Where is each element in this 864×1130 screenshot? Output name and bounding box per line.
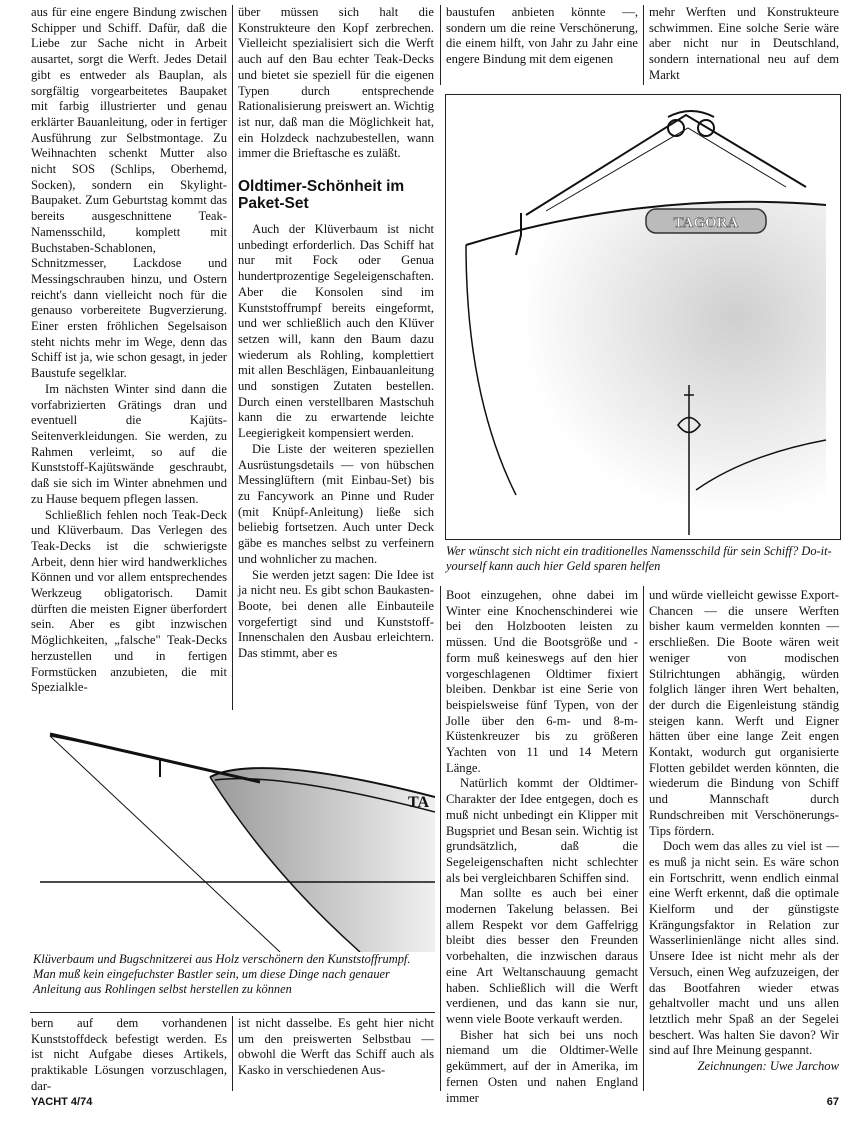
column-rule xyxy=(232,5,233,710)
bowsprit-drawing xyxy=(30,722,435,952)
transom-drawing xyxy=(446,95,840,539)
column-4-bottom xyxy=(649,588,839,1075)
column-4-top xyxy=(649,5,839,84)
figure-caption: Klüverbaum und Bugschnitzerei aus Holz verschönern den Kunststoffrumpf. Man muß kein eingefuchster Bastler sein, um diese Dinge nach genauer Anleitung aus Rohlingen selbst herstellen zu können xyxy=(33,952,411,996)
column-3-bottom xyxy=(446,588,638,1106)
nameplate-text: TAGORA xyxy=(673,215,739,231)
section-heading: Oldtimer-Schönheit im Paket-Set xyxy=(238,178,405,213)
figure-transom xyxy=(445,94,841,540)
separator xyxy=(30,1012,435,1013)
column-rule xyxy=(440,586,441,1091)
paragraph: Doch wem das alles zu viel ist — es muß ja nicht sein. Es wäre schon ein Fortschritt, wenn endlich einmal eine Werft erkennt, daß die optimale Kielform und der günstigste Krängungsfaktor in Relation zur Wasserlinienlänge nicht alles sind. Unsere Idee ist nicht mehr als der Versuch, einen Weg aufzuzeigen, der das Bootfahren wieder etwas gehaltvoller macht und uns allen letztlich mehr Spaß an der Segelei beschert. Was halten Sie davon? Wir sind auf Ihre Meinung gespannt. xyxy=(649,839,839,1058)
paragraph: Man sollte es auch bei einer modernen Takelung belassen. Bei allem Respekt vor dem Gaffelrigg bleibt dies besser den Freunden vorbehalten, die inzwischen daraus eine Art Weltanschauung gemacht haben. Schließlich will die Werft verdienen, und das kann sie nur, wenn viele Boote verkauft werden. xyxy=(446,886,638,1026)
paragraph: baustufen anbieten könnte —, sondern um die reine Verschönerung, die einem hilft, von Jahr zu Jahr eine engere Bindung mit dem eigenen xyxy=(446,5,638,67)
paragraph: aus für eine engere Bindung zwischen Schipper und Schiff. Dafür, daß die Liebe zur Sache nicht in Arbeit ausartet, sorgt die Werft. Jedes Detail gibt es entweder als Bauplan, als sorgfältig vorgearbeitetes Baupaket mit farbig illustrierter und genau erklärter Bauanleitung, oder in fertiger Ausführung zur Selbstmontage. Zu Weihnachten schenkt Mutter also nicht SOS (Schlips, Oberhemd, Socken), sondern ein Skylight-Baupaket. Zum Geburtstag kommt das bereits ausgeschnittene Teak-Namensschild, komplett mit Buchstaben-Schablonen, Schnitzmesser, Lackdose und Messingschrauben hinzu, und Ostern reicht's dann vielleicht noch für die genauso vorbereitete Bugverzierung. Einer ersten fröhlichen Segelsaison steht nichts mehr im Wege, denn das Schiff ist ja, wie schon gesagt, in jeder Baustufe segelklar. xyxy=(31,5,227,381)
column-3-top xyxy=(446,5,638,68)
paragraph: und würde vielleicht gewisse Export-Chancen — die unsere Werften bisher kaum vermelden konnten — erschließen. Die Boote wären weit weniger von modischen Stilrichtungen abhängig, würden folglich länger ihren Wert behalten, der durch die Eigenleistung ständig steigen kann. Werft und Eigner hätten über eine lange Zeit engen Kontakt, wodurch gut organisierte Flotten gebildet werden könnten, die wiederum die Bindung von Schiff und Mannschaft durch Rundschreiben mit Verschönerungs-Tips fördern. xyxy=(649,588,839,838)
paragraph: Sie werden jetzt sagen: Die Idee ist ja nicht neu. Es gibt schon Baukasten-Boote, bei denen alle Einbauteile vorgefertigt sind und Kunststoff-Innenschalen den Ausbau erleichtern. Das stimmt, aber es xyxy=(238,567,434,661)
paragraph: über müssen sich halt die Konstrukteure den Kopf zerbrechen. Vielleicht spezialisiert sich die Werft auch auf den Bau echter Teak-Decks und bietet sie speziell für die eigenen Typen durch entsprechende Rationalisierung preiswert an. Wichtig ist nur, daß man die Möglichkeit hat, ein Holzdeck nachzubestellen, wann immer die Brieftasche es zuläßt. xyxy=(238,5,434,161)
paragraph: Bisher hat sich bei uns noch niemand um die Oldtimer-Welle gekümmert, auf der in Amerika, im fernen Osten und nahen England immer xyxy=(446,1027,638,1105)
paragraph: mehr Werften und Konstrukteure schwimmen. Eine solche Serie wäre aber nicht nur in Deutschland, sondern international neu auf dem Markt xyxy=(649,5,839,82)
footer-page-number: 67 xyxy=(826,1096,839,1108)
paragraph: Natürlich kommt der Oldtimer-Charakter der Idee entgegen, doch es muß nicht unbedingt ein Klipper mit Bugspriet und Besan sein. Wichtig ist grundsätzlich, daß die Segeleigenschaften nicht schlechter als bei vergleichbaren Schiffen sind. xyxy=(446,776,638,885)
column-rule xyxy=(643,5,644,85)
paragraph: Schließlich fehlen noch Teak-Deck und Klüverbaum. Das Verlegen des Teak-Decks ist die schwierigste Arbeit, denn hier wird handwerkliches Können und vor allem entsprechendes Werkzeug obligatorisch. Damit dürften die meisten Eigner überfordert sein. Aber es gibt inzwischen Möglichkeiten, „falsche" Teak-Decks herzustellen und in fertigen Formstücken anzubieten, die mit Spezialkle- xyxy=(31,507,227,695)
figure-caption: Wer wünscht sich nicht ein traditionelles Namensschild für sein Schiff? Do-it-yourself kann auch hier Geld sparen helfen xyxy=(446,544,832,573)
footer-magazine: YACHT 4/74 xyxy=(31,1096,93,1108)
paragraph: Im nächsten Winter sind dann die vorfabrizierten Grätings dran und eventuell die Kajüts-Seitenverkleidungen. Sie werden, zu Rahmen verleimt, so auf die Kunststoff-Kajütswände geschraubt, daß sie sich im Winter abnehmen und zu Hause bequem pflegen lassen. xyxy=(31,381,227,506)
paragraph: Boot einzugehen, ohne dabei im Winter eine Knochenschinderei wie bei den Holzbooten leisten zu müssen. Und die Bootsgröße und -form muß keineswegs auf den hier vorgeschlagenen Oldtimer fixiert bleiben. Denkbar ist eine Serie von beispielsweise fünf Typen, von der Jolle über den 6-m- und 8-m-Küstenkreuzer bis zu größeren Yachten von 11 und 14 Metern Länge. xyxy=(446,588,638,775)
illustration-credit: Zeichnungen: Uwe Jarchow xyxy=(697,1059,839,1074)
column-2-bottom xyxy=(238,1016,434,1079)
column-2 xyxy=(238,5,434,662)
paragraph: bern auf dem vorhandenen Kunststoffdeck befestigt werden. Es ist nicht Aufgabe dieses Artikels, praktikable Lösungen vorzuschlagen, dar- xyxy=(31,1016,227,1093)
column-rule xyxy=(440,5,441,85)
paragraph: ist nicht dasselbe. Es geht hier nicht um den preiswerten Selbstbau — obwohl die Werft das Schiff auch als Kasko in verschiedenen Aus- xyxy=(238,1016,434,1078)
paragraph: Auch der Klüverbaum ist nicht unbedingt erforderlich. Das Schiff hat nur mit Fock oder Genua hundertprozentige Segeleigenschaften. Aber die Konsolen sind im Kunststoffrumpf bereits eingeformt, und wer schließlich auch den Klüver setzen will, kann den Baum dazu wiederum als Rohling, komplettiert mit allen Beschlägen, Einbauanleitung und sonstigen Zutaten bestellen. Durch einen verstellbaren Mastschuh kann die zu erwartende leichte Leegierigkeit kompensiert werden. xyxy=(238,222,434,441)
column-1-bottom xyxy=(31,1016,227,1095)
figure-bowsprit xyxy=(30,722,435,952)
column-1 xyxy=(31,5,227,696)
hull-letters: TA xyxy=(408,794,430,811)
column-rule xyxy=(643,586,644,1091)
column-rule xyxy=(232,1016,233,1091)
paragraph: Die Liste der weiteren speziellen Ausrüstungsdetails — von hübschen Messinglüftern (mit Einbau-Set) bis zu Fancywork an Pinne und Ruder (mit Knüpf-Anleitung) ließe sich beliebig fortsetzen. Auch unter Deck gäbe es manches selbst zu verfeinern und wohnlicher zu machen. xyxy=(238,441,434,566)
